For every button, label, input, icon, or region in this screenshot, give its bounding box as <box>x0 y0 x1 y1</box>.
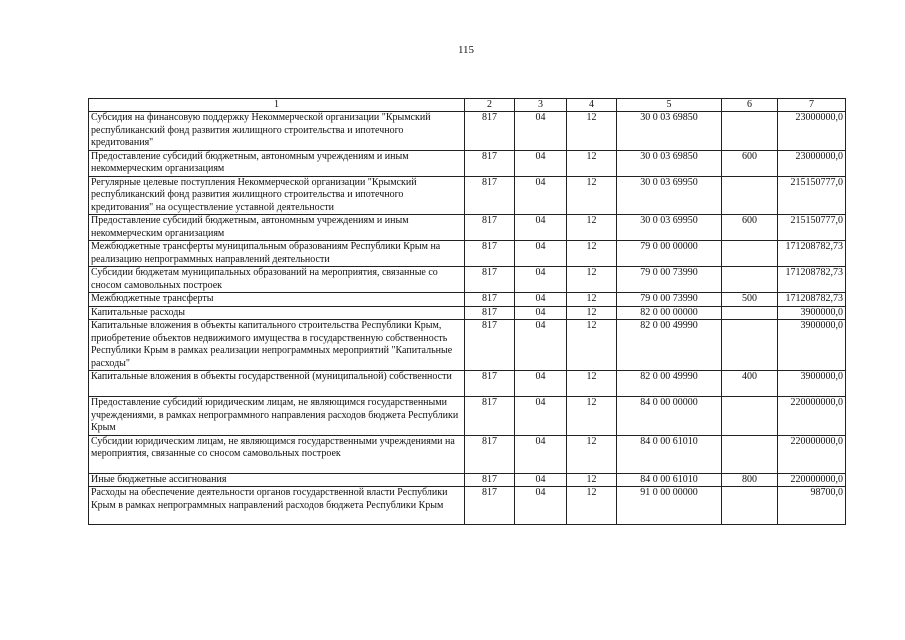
header-cell: 7 <box>778 99 846 112</box>
amount: 3900000,0 <box>778 306 846 320</box>
section-code: 04 <box>515 112 567 151</box>
expense-type-code <box>722 267 778 293</box>
item-name: Расходы на обеспечение деятельности органов государственной власти Республики Крым в рамках непрограммных направлений расходов бюджета Республики Крым <box>89 487 465 525</box>
subsection-code: 12 <box>567 112 617 151</box>
table-row <box>89 241 846 267</box>
subsection-code: 12 <box>567 473 617 487</box>
ministry-code: 817 <box>465 112 515 151</box>
expense-type-code <box>722 435 778 473</box>
section-code: 04 <box>515 241 567 267</box>
amount: 171208782,73 <box>778 293 846 307</box>
section-code: 04 <box>515 306 567 320</box>
amount: 220000000,0 <box>778 397 846 436</box>
item-name: Субсидия на финансовую поддержку Некоммерческой организации "Крымский республиканский фонд развития жилищного строительства и ипотечного кредитования" <box>89 112 465 151</box>
subsection-code: 12 <box>567 267 617 293</box>
amount: 220000000,0 <box>778 435 846 473</box>
ministry-code: 817 <box>465 306 515 320</box>
section-code: 04 <box>515 435 567 473</box>
target-article-code: 84 0 00 00000 <box>617 397 722 436</box>
item-name: Межбюджетные трансферты <box>89 293 465 307</box>
item-name: Субсидии бюджетам муниципальных образований на мероприятия, связанные со сносом самовольных построек <box>89 267 465 293</box>
ministry-code: 817 <box>465 435 515 473</box>
target-article-code: 79 0 00 73990 <box>617 267 722 293</box>
expense-type-code <box>722 487 778 525</box>
section-code: 04 <box>515 150 567 176</box>
target-article-code: 30 0 03 69950 <box>617 176 722 215</box>
target-article-code: 82 0 00 00000 <box>617 306 722 320</box>
header-cell: 6 <box>722 99 778 112</box>
header-row <box>89 99 846 112</box>
expense-type-code: 600 <box>722 150 778 176</box>
page-number: 115 <box>457 44 475 56</box>
ministry-code: 817 <box>465 487 515 525</box>
section-code: 04 <box>515 320 567 371</box>
target-article-code: 91 0 00 00000 <box>617 487 722 525</box>
target-article-code: 82 0 00 49990 <box>617 320 722 371</box>
expense-type-code <box>722 397 778 436</box>
subsection-code: 12 <box>567 241 617 267</box>
table-row <box>89 397 846 436</box>
header-cell: 2 <box>465 99 515 112</box>
section-code: 04 <box>515 215 567 241</box>
section-code: 04 <box>515 267 567 293</box>
item-name: Предоставление субсидий бюджетным, автономным учреждениям и иным некоммерческим организациям <box>89 215 465 241</box>
header-cell: 3 <box>515 99 567 112</box>
section-code: 04 <box>515 487 567 525</box>
ministry-code: 817 <box>465 215 515 241</box>
ministry-code: 817 <box>465 176 515 215</box>
amount: 215150777,0 <box>778 215 846 241</box>
section-code: 04 <box>515 293 567 307</box>
ministry-code: 817 <box>465 267 515 293</box>
subsection-code: 12 <box>567 371 617 397</box>
table-row <box>89 112 846 151</box>
expense-type-code <box>722 306 778 320</box>
expense-type-code: 800 <box>722 473 778 487</box>
ministry-code: 817 <box>465 473 515 487</box>
amount: 3900000,0 <box>778 371 846 397</box>
table-row <box>89 435 846 473</box>
table-row <box>89 150 846 176</box>
ministry-code: 817 <box>465 371 515 397</box>
item-name: Предоставление субсидий бюджетным, автономным учреждениям и иным некоммерческим организациям <box>89 150 465 176</box>
subsection-code: 12 <box>567 397 617 436</box>
item-name: Регулярные целевые поступления Некоммерческой организации "Крымский республиканский фонд развития жилищного строительства и ипотечного кредитования" на осуществление уставной деятельности <box>89 176 465 215</box>
item-name: Иные бюджетные ассигнования <box>89 473 465 487</box>
item-name: Капитальные вложения в объекты капитального строительства Республики Крым, приобретение объектов недвижимого имущества в государственную собственность Республики Крым в рамках реализации непрограммных мероприятий "Капитальные расходы" <box>89 320 465 371</box>
header-cell: 5 <box>617 99 722 112</box>
ministry-code: 817 <box>465 241 515 267</box>
subsection-code: 12 <box>567 320 617 371</box>
subsection-code: 12 <box>567 306 617 320</box>
table-row <box>89 293 846 307</box>
table-row <box>89 306 846 320</box>
expense-type-code: 600 <box>722 215 778 241</box>
amount: 215150777,0 <box>778 176 846 215</box>
target-article-code: 82 0 00 49990 <box>617 371 722 397</box>
table-row <box>89 371 846 397</box>
subsection-code: 12 <box>567 215 617 241</box>
item-name: Капитальные расходы <box>89 306 465 320</box>
amount: 23000000,0 <box>778 112 846 151</box>
budget-table <box>88 98 846 525</box>
ministry-code: 817 <box>465 150 515 176</box>
target-article-code: 84 0 00 61010 <box>617 435 722 473</box>
item-name: Межбюджетные трансферты муниципальным образованиям Республики Крым на реализацию непрограммных направлений деятельности <box>89 241 465 267</box>
expense-type-code: 400 <box>722 371 778 397</box>
ministry-code: 817 <box>465 320 515 371</box>
expense-type-code <box>722 320 778 371</box>
amount: 171208782,73 <box>778 267 846 293</box>
expense-type-code: 500 <box>722 293 778 307</box>
expense-type-code <box>722 176 778 215</box>
ministry-code: 817 <box>465 397 515 436</box>
section-code: 04 <box>515 397 567 436</box>
header-cell: 1 <box>89 99 465 112</box>
table-row <box>89 176 846 215</box>
target-article-code: 84 0 00 61010 <box>617 473 722 487</box>
table-row <box>89 320 846 371</box>
section-code: 04 <box>515 371 567 397</box>
header-cell: 4 <box>567 99 617 112</box>
amount: 23000000,0 <box>778 150 846 176</box>
table-row <box>89 215 846 241</box>
table-row <box>89 267 846 293</box>
ministry-code: 817 <box>465 293 515 307</box>
subsection-code: 12 <box>567 487 617 525</box>
subsection-code: 12 <box>567 150 617 176</box>
target-article-code: 30 0 03 69850 <box>617 150 722 176</box>
amount: 171208782,73 <box>778 241 846 267</box>
item-name: Предоставление субсидий юридическим лицам, не являющимся государственными учреждениями, в рамках непрограммного направления расходов бюджета Республики Крым <box>89 397 465 436</box>
target-article-code: 30 0 03 69950 <box>617 215 722 241</box>
amount: 3900000,0 <box>778 320 846 371</box>
target-article-code: 79 0 00 00000 <box>617 241 722 267</box>
target-article-code: 79 0 00 73990 <box>617 293 722 307</box>
subsection-code: 12 <box>567 176 617 215</box>
item-name: Субсидии юридическим лицам, не являющимся государственными учреждениями на мероприятия, связанные со сносом самовольных построек <box>89 435 465 473</box>
section-code: 04 <box>515 473 567 487</box>
expense-type-code <box>722 241 778 267</box>
subsection-code: 12 <box>567 435 617 473</box>
expense-type-code <box>722 112 778 151</box>
target-article-code: 30 0 03 69850 <box>617 112 722 151</box>
amount: 220000000,0 <box>778 473 846 487</box>
amount: 98700,0 <box>778 487 846 525</box>
subsection-code: 12 <box>567 293 617 307</box>
section-code: 04 <box>515 176 567 215</box>
table-row <box>89 487 846 525</box>
table-row <box>89 473 846 487</box>
item-name: Капитальные вложения в объекты государственной (муниципальной) собственности <box>89 371 465 397</box>
